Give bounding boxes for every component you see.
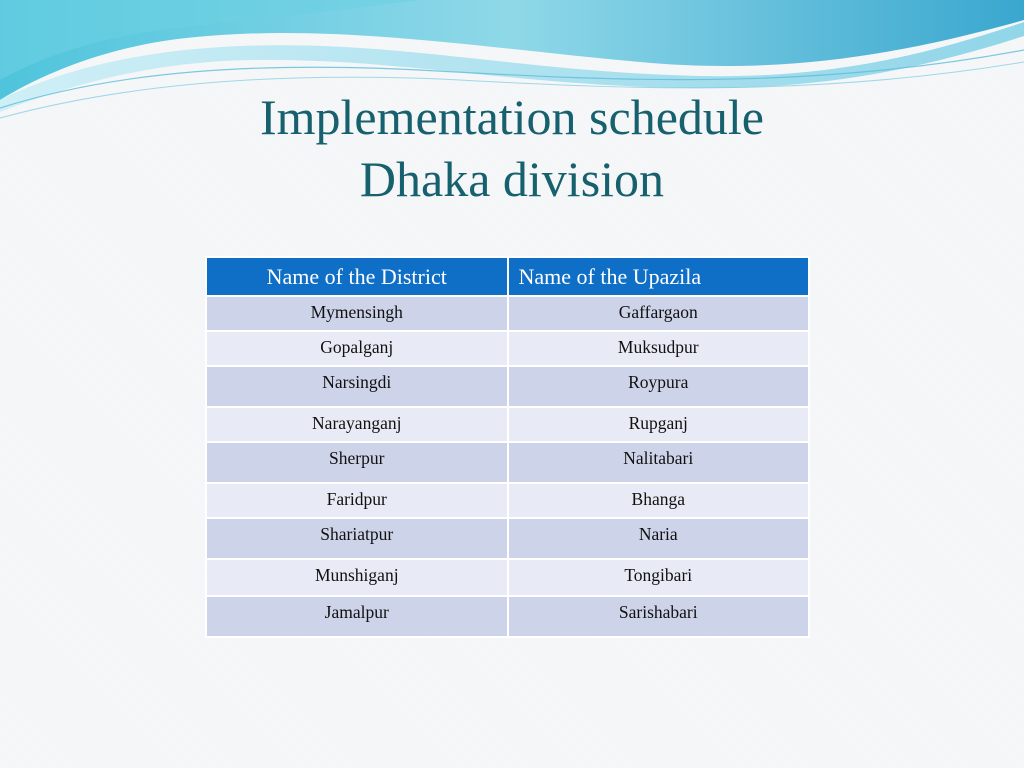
table-row — [206, 407, 809, 442]
upazila-cell: Rupganj — [508, 407, 810, 442]
upazila-cell: Muksudpur — [508, 331, 810, 366]
table-row — [206, 518, 809, 559]
title-line-2: Dhaka division — [359, 151, 665, 207]
table-row — [206, 483, 809, 518]
table-row — [206, 596, 809, 637]
district-cell: Jamalpur — [206, 596, 508, 637]
district-cell: Shariatpur — [206, 518, 508, 559]
table-row — [206, 366, 809, 407]
schedule-table — [205, 256, 810, 638]
title-line-1: Implementation schedule — [259, 89, 764, 145]
table-row — [206, 559, 809, 596]
table-header-row — [206, 257, 809, 296]
upazila-cell: Nalitabari — [508, 442, 810, 483]
slide-title — [0, 86, 1024, 210]
district-cell: Gopalganj — [206, 331, 508, 366]
upazila-cell: Naria — [508, 518, 810, 559]
upazila-cell: Sarishabari — [508, 596, 810, 637]
table-row — [206, 296, 809, 331]
header-district: Name of the District — [206, 257, 508, 296]
table-row — [206, 442, 809, 483]
upazila-cell: Roypura — [508, 366, 810, 407]
table-row — [206, 331, 809, 366]
schedule-table-container — [205, 256, 810, 638]
header-upazila: Name of the Upazila — [508, 257, 810, 296]
district-cell: Narayanganj — [206, 407, 508, 442]
district-cell: Narsingdi — [206, 366, 508, 407]
district-cell: Munshiganj — [206, 559, 508, 596]
district-cell: Faridpur — [206, 483, 508, 518]
district-cell: Sherpur — [206, 442, 508, 483]
district-cell: Mymensingh — [206, 296, 508, 331]
upazila-cell: Tongibari — [508, 559, 810, 596]
upazila-cell: Gaffargaon — [508, 296, 810, 331]
upazila-cell: Bhanga — [508, 483, 810, 518]
